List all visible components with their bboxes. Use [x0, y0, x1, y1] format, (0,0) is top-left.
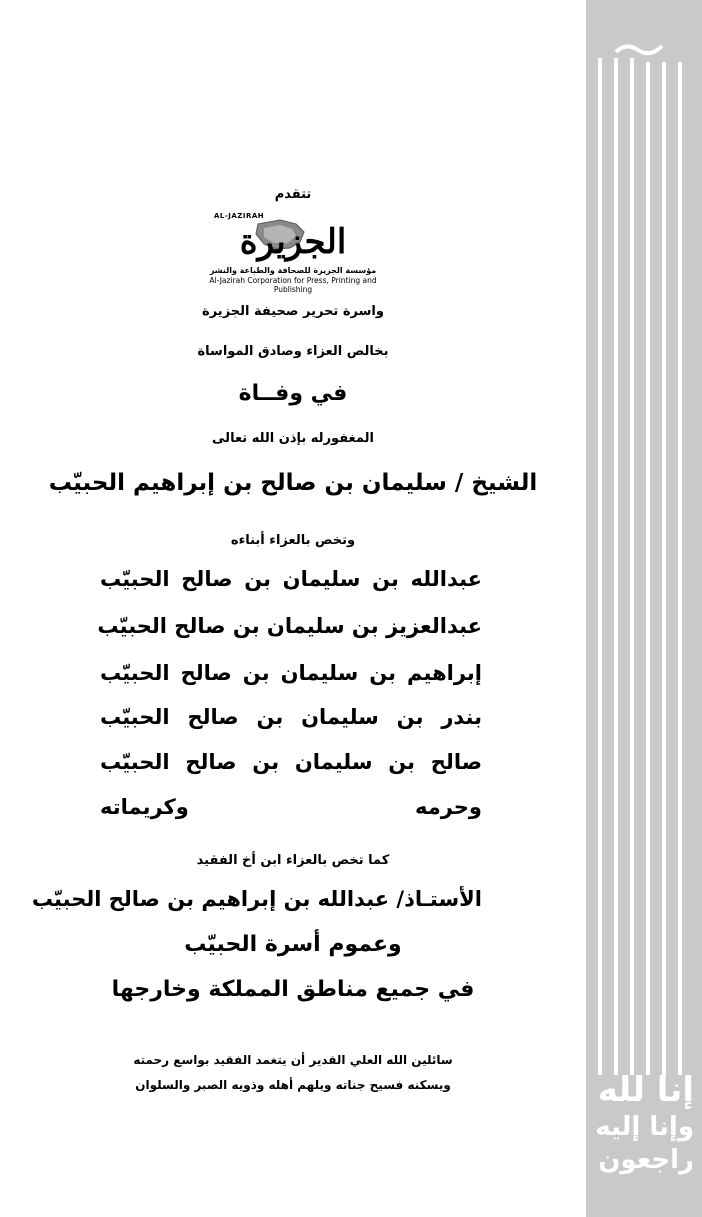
death-heading: في وفــاة	[238, 381, 348, 406]
logo-tagline-en: Al-Jazirah Corporation for Press, Printing and Publishing	[209, 276, 377, 294]
logo-name: الجزيرة	[239, 222, 347, 262]
prayer-line-2: ويسكنه فسيح جناته ويلهم أهله وذويه الصبر والسلوان	[135, 1078, 451, 1092]
vertical-bars-decoration	[586, 0, 702, 1217]
nephew-intro: كما تخص بالعزاء ابن أخ الفقيد	[196, 853, 390, 868]
son-name: صالح بن سليمان بن صالح الحبيّب	[100, 750, 482, 774]
sidebar-line-2: وإنا إليه	[595, 1112, 694, 1142]
sidebar-line-1: إنا لله	[597, 1070, 694, 1110]
son-name: بندر بن سليمان بن صالح الحبيّب	[100, 705, 482, 729]
logo-latin: AL-JAZIRAH	[214, 212, 265, 220]
prayer-line-1: سائلين الله العلي القدير أن يتغمد الفقيد بواسع رحمته	[133, 1053, 453, 1067]
deceased-name: الشيخ / سليمان بن صالح بن إبراهيم الحبيّب	[48, 470, 538, 496]
editorial-family: واسرة تحرير صحيفة الجزيرة	[202, 304, 384, 319]
region-line: في جميع مناطق المملكة وخارجها	[111, 977, 475, 1002]
son-name: عبدالله بن سليمان بن صالح الحبيّب	[100, 567, 482, 591]
son-name: إبراهيم بن سليمان بن صالح الحبيّب	[100, 661, 482, 685]
nephew-name: الأستـاذ/ عبدالله بن إبراهيم بن صالح الحبيّب	[31, 887, 482, 911]
sons-intro: وتخص بالعزاء أبناءه	[230, 533, 356, 548]
wife-daughters-line: وحرمه وكريماته	[100, 795, 482, 819]
aljazirah-logo	[200, 212, 386, 294]
sidebar-line-3: راجعون	[598, 1145, 694, 1175]
late-phrase: المغفورله بإذن الله تعالى	[212, 431, 374, 446]
logo-tagline-ar: مؤسسة الجزيرة للصحافة والطباعة والنشر	[209, 266, 377, 275]
intro-text: بخالص العزاء وصادق المواساة	[197, 344, 389, 359]
sidebar-panel	[586, 0, 702, 1217]
family-line: وعموم أسرة الحبيّب	[184, 932, 402, 957]
son-name: عبدالعزيز بن سليمان بن صالح الحبيّب	[97, 614, 482, 638]
presents-text: تتقدم	[274, 187, 312, 202]
